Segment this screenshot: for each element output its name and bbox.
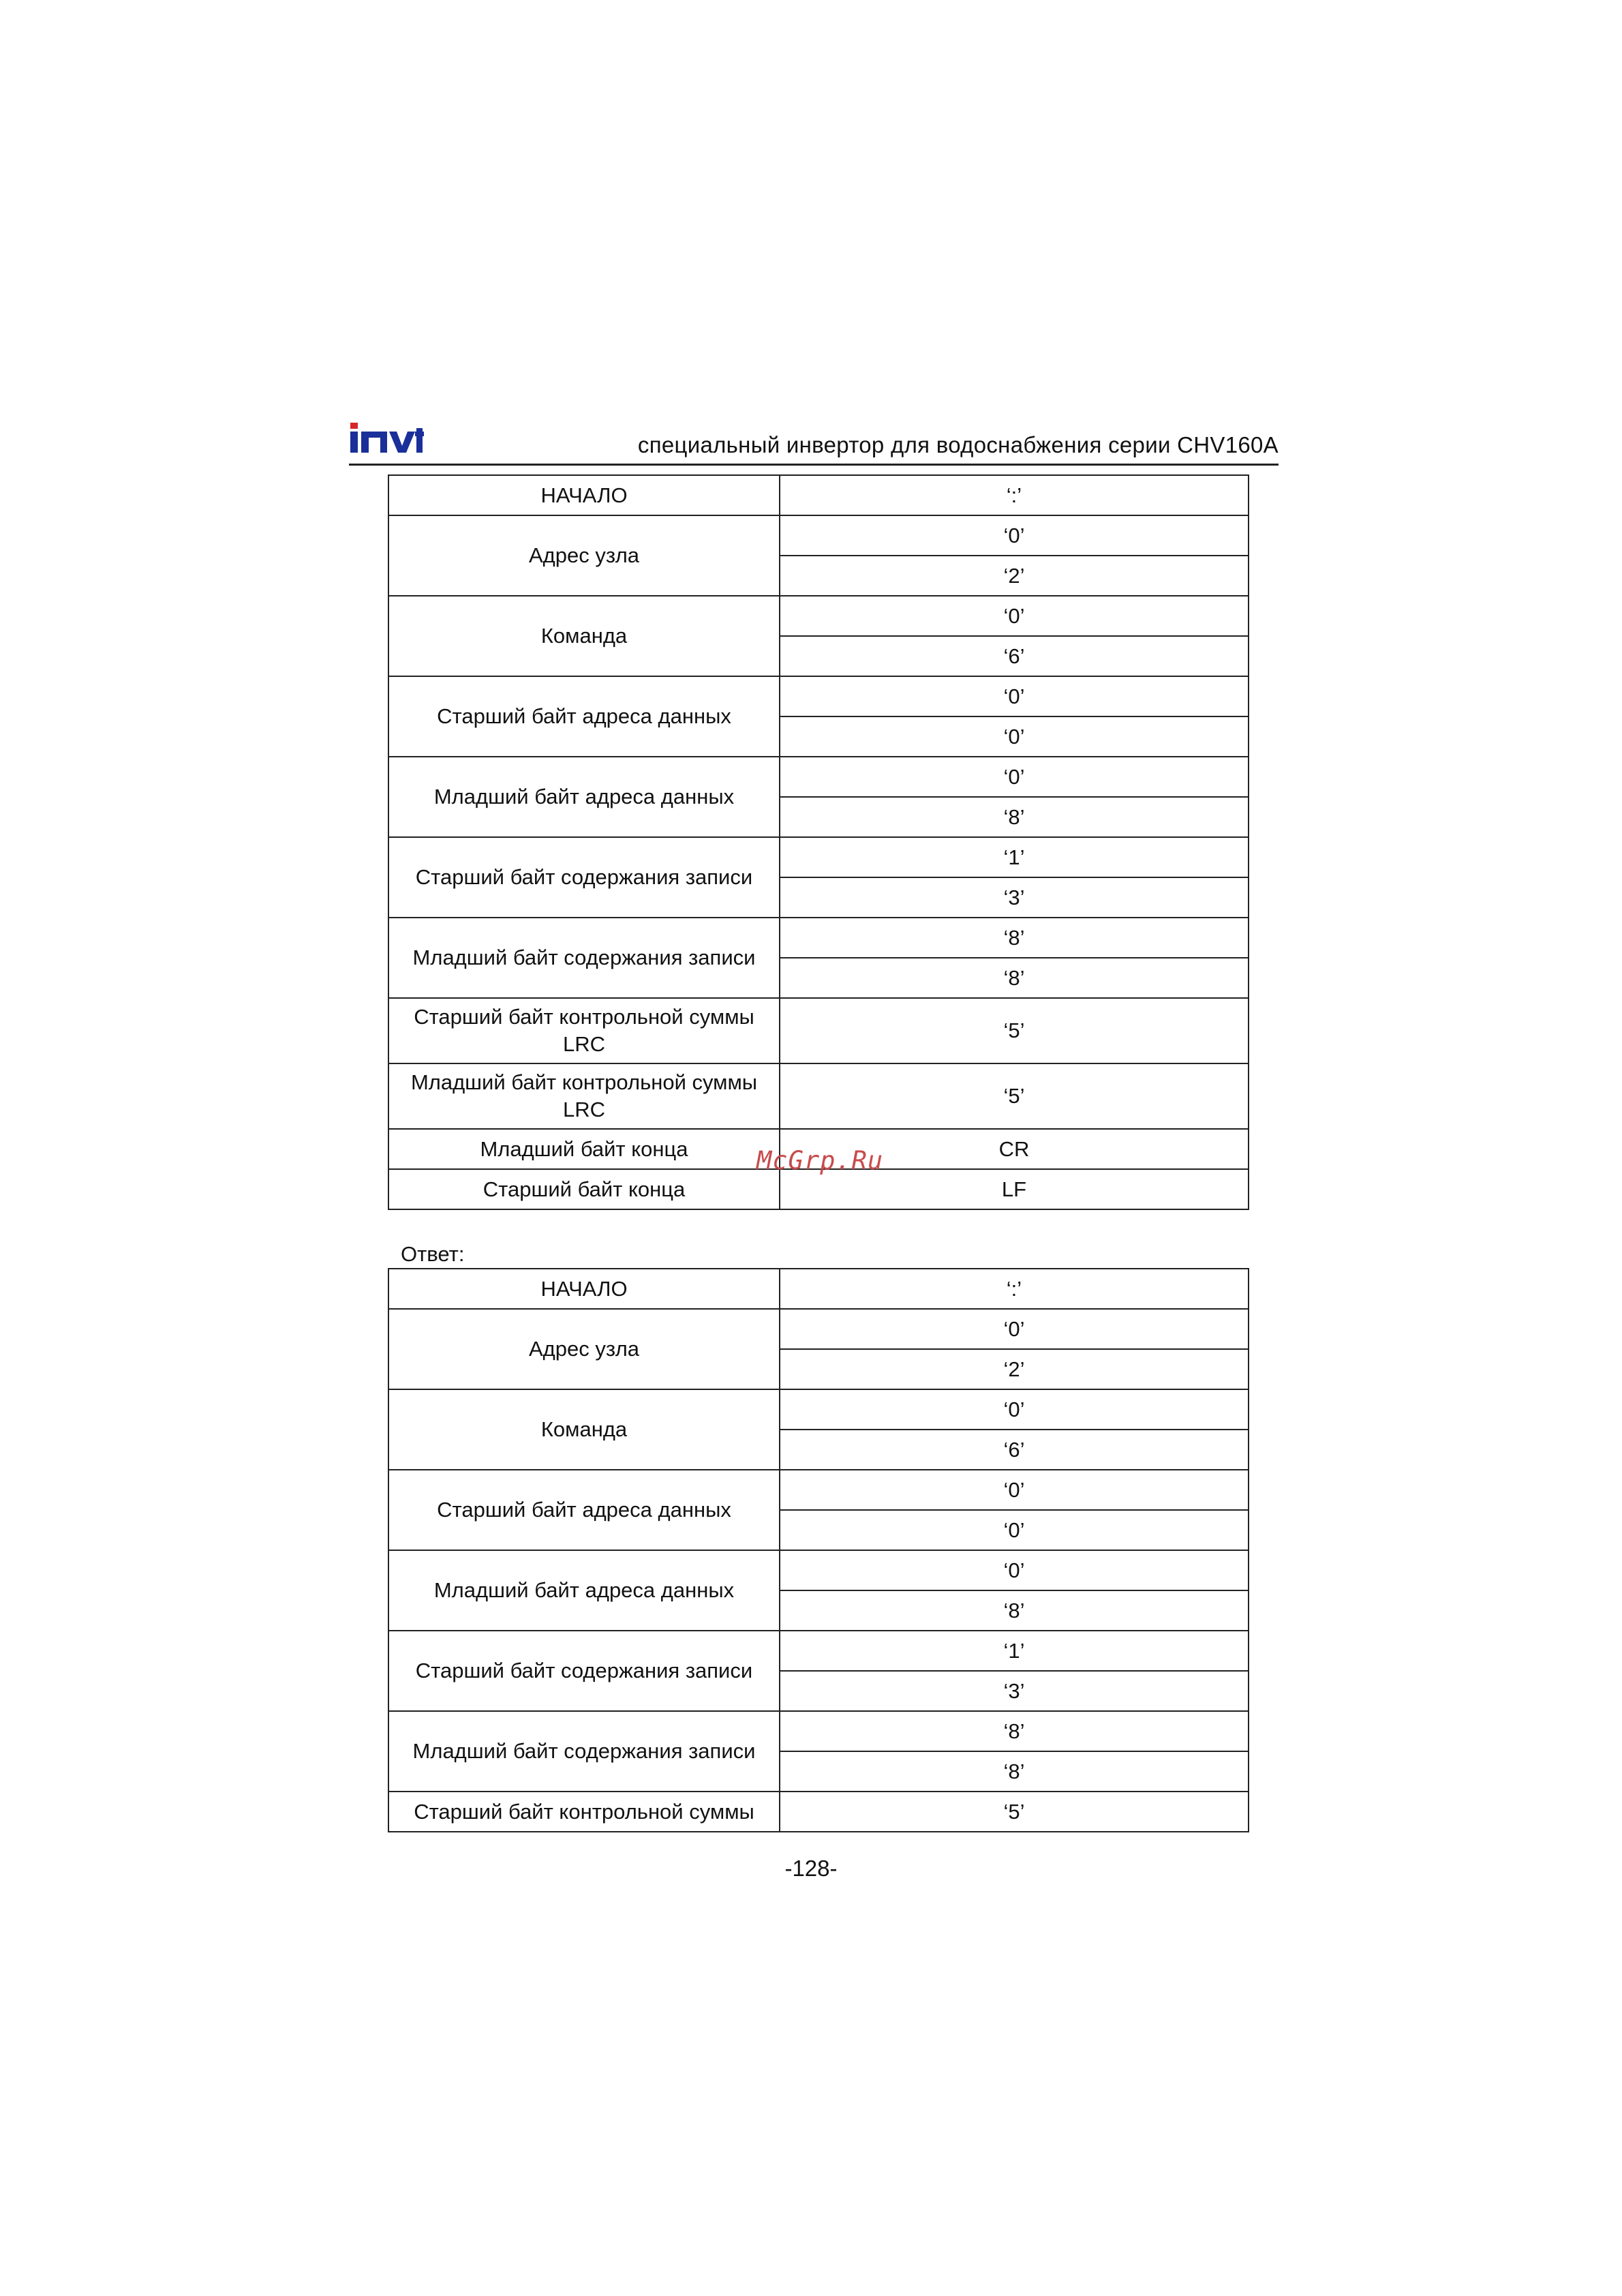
field-value-cell: ‘2’ [780, 556, 1249, 596]
table-row [388, 515, 1249, 556]
field-label-cell [388, 1470, 780, 1550]
watermark-text: McGrp.Ru [756, 1146, 884, 1175]
field-value-cell: ‘0’ [780, 515, 1249, 556]
table-row [388, 998, 1249, 1063]
field-value-cell: ‘3’ [780, 877, 1249, 918]
field-value-cell: ‘8’ [780, 797, 1249, 837]
field-label-line: LRC [562, 1098, 605, 1121]
field-label-cell [388, 998, 780, 1063]
field-value-cell: ‘1’ [780, 837, 1249, 877]
field-value-cell: LF [780, 1169, 1249, 1209]
field-label-cell [388, 1269, 780, 1309]
field-label-cell [388, 475, 780, 515]
field-label: Младший байт содержания записи [412, 1739, 756, 1763]
table-row [388, 837, 1249, 877]
field-label: НАЧАЛО [540, 1276, 628, 1301]
table-row [388, 1269, 1249, 1309]
field-value-cell: ‘8’ [780, 958, 1249, 998]
field-label-cell [388, 1711, 780, 1792]
field-label: Старший байт содержания записи [415, 1659, 753, 1682]
table-row [388, 1309, 1249, 1349]
field-value-cell: ‘6’ [780, 1430, 1249, 1470]
field-label-cell [388, 1550, 780, 1631]
field-label: Младший байт адреса данных [433, 1578, 735, 1602]
field-label-cell [388, 1063, 780, 1129]
table-row [388, 918, 1249, 958]
field-value-cell: ‘8’ [780, 918, 1249, 958]
field-value-cell: ‘6’ [780, 636, 1249, 676]
response-caption: Ответ: [401, 1242, 465, 1266]
field-label: Команда [540, 1417, 628, 1441]
field-label: Младший байт конца [480, 1136, 688, 1161]
field-value-cell: ‘0’ [780, 596, 1249, 636]
field-value-cell: ‘5’ [780, 1792, 1249, 1832]
field-label-cell [388, 837, 780, 918]
table-row [388, 757, 1249, 797]
field-value-cell: ‘5’ [780, 1063, 1249, 1129]
field-value-cell: ‘0’ [780, 1550, 1249, 1590]
field-value-cell: ‘0’ [780, 716, 1249, 757]
field-label: Адрес узла [528, 543, 640, 567]
field-label-cell [388, 1631, 780, 1711]
field-value-cell: ‘0’ [780, 1470, 1249, 1510]
field-label: Старший байт содержания записи [415, 865, 753, 889]
table-row [388, 1631, 1249, 1671]
table-row [388, 1470, 1249, 1510]
field-value-cell: ‘3’ [780, 1671, 1249, 1711]
table-row [388, 1792, 1249, 1832]
table-row [388, 1389, 1249, 1430]
field-label-line: Младший байт контрольной суммы [410, 1070, 758, 1094]
field-label-cell [388, 596, 780, 676]
field-label-cell [388, 918, 780, 998]
page-number: -128- [784, 1856, 838, 1881]
request-frame-table [388, 474, 1249, 1210]
invt-logo [349, 423, 424, 457]
field-label-cell [388, 1792, 780, 1832]
field-value-cell: ‘8’ [780, 1711, 1249, 1751]
field-value-cell: CR [780, 1129, 1249, 1169]
field-label-cell [388, 1169, 780, 1209]
field-label: Старший байт адреса данных [437, 1498, 731, 1522]
response-table-body [388, 1269, 1249, 1832]
page-header [349, 421, 1279, 466]
field-value-cell: ‘:’ [780, 475, 1249, 515]
field-value-cell: ‘8’ [780, 1751, 1249, 1792]
field-value-cell: ‘0’ [780, 1389, 1249, 1430]
field-label: НАЧАЛО [540, 483, 628, 507]
request-table-body [388, 475, 1249, 1209]
document-title: специальный инвертор для водоснабжения серии CHV160A [637, 432, 1279, 457]
table-row [388, 1063, 1249, 1129]
field-value-cell: ‘5’ [780, 998, 1249, 1063]
table-row [388, 676, 1249, 716]
field-value-cell: ‘:’ [780, 1269, 1249, 1309]
table-row [388, 1550, 1249, 1590]
field-label-cell [388, 757, 780, 837]
table-row [388, 596, 1249, 636]
field-label: Младший байт адреса данных [433, 785, 735, 809]
field-value-cell: ‘0’ [780, 1309, 1249, 1349]
field-label: Старший байт адреса данных [437, 704, 731, 728]
field-label: Адрес узла [528, 1337, 640, 1361]
field-value-cell: ‘0’ [780, 676, 1249, 716]
field-label: Команда [540, 624, 628, 648]
table-row [388, 1711, 1249, 1751]
response-frame-table [388, 1268, 1249, 1832]
field-label-cell [388, 1129, 780, 1169]
field-value-cell: ‘2’ [780, 1349, 1249, 1389]
table-row [388, 475, 1249, 515]
field-label-cell [388, 676, 780, 757]
field-label-cell [388, 1309, 780, 1389]
field-value-cell: ‘0’ [780, 1510, 1249, 1550]
field-value-cell: ‘1’ [780, 1631, 1249, 1671]
field-label: Младший байт содержания записи [412, 946, 756, 969]
field-label-cell [388, 1389, 780, 1470]
field-label-line: LRC [562, 1032, 605, 1056]
field-label-line: Старший байт контрольной суммы [414, 1005, 754, 1029]
field-label: Старший байт контрольной суммы [414, 1799, 754, 1824]
field-value-cell: ‘8’ [780, 1590, 1249, 1631]
field-label: Старший байт конца [483, 1177, 686, 1201]
field-label-cell [388, 515, 780, 596]
field-value-cell: ‘0’ [780, 757, 1249, 797]
